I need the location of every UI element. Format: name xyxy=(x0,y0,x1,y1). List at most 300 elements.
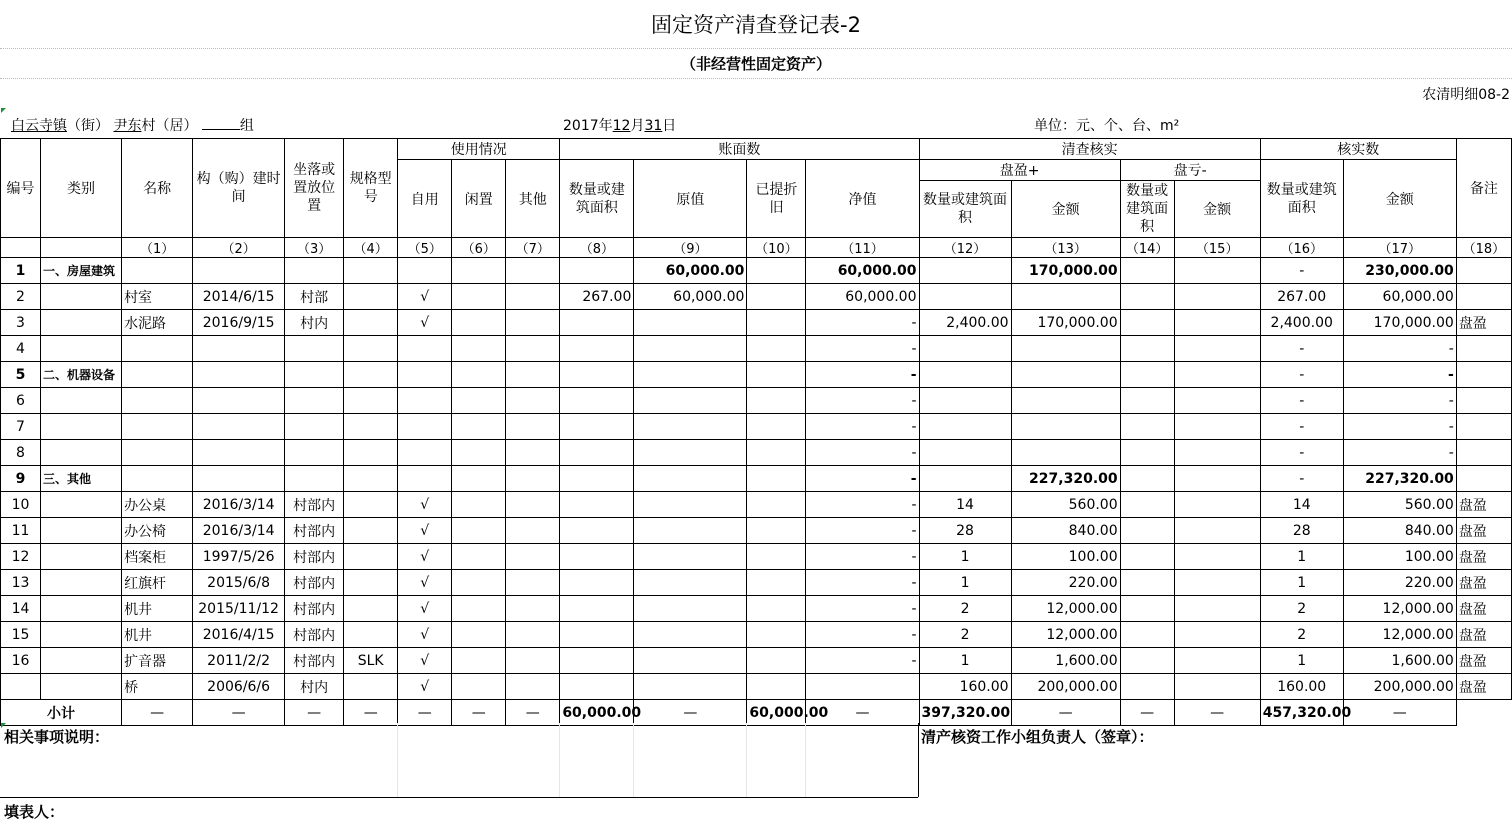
table-row xyxy=(1,310,1512,336)
cell-rem xyxy=(1456,440,1511,466)
cell-self xyxy=(398,466,452,492)
cell-orig xyxy=(634,648,747,674)
cell-orig xyxy=(634,440,747,466)
cell-la xyxy=(1174,258,1260,284)
cell-vq: - xyxy=(1260,336,1343,362)
header-verified-amount: 金额 xyxy=(1343,160,1456,238)
header-check: 清查核实 xyxy=(919,139,1260,160)
header-loss-qty: 数量或建筑面积 xyxy=(1120,181,1174,238)
cell-loc: 村内 xyxy=(285,674,344,700)
cell-sa xyxy=(1011,414,1120,440)
cell-la xyxy=(1174,674,1260,700)
cell-va: 227,320.00 xyxy=(1343,466,1456,492)
cell-sa: 12,000.00 xyxy=(1011,596,1120,622)
cell-cat xyxy=(41,440,122,466)
cell-time xyxy=(193,466,285,492)
cell-self: √ xyxy=(398,518,452,544)
cell-dep xyxy=(747,648,806,674)
cell-net: - xyxy=(806,414,919,440)
cell-empty xyxy=(452,362,506,388)
table-row xyxy=(1,622,1512,648)
cell-empty xyxy=(506,648,560,674)
cell-va: 840.00 xyxy=(1343,518,1456,544)
cell-sq xyxy=(919,284,1011,310)
footer-area xyxy=(0,723,1512,821)
cell-va: 12,000.00 xyxy=(1343,622,1456,648)
subtotal-orig: 60,000.00 xyxy=(560,700,634,726)
cell-vq: 160.00 xyxy=(1260,674,1343,700)
cell-sa: 200,000.00 xyxy=(1011,674,1120,700)
cell-sq xyxy=(919,258,1011,284)
cell-empty xyxy=(506,674,560,700)
cell-time: 2016/4/15 xyxy=(193,622,285,648)
cell-sq: 160.00 xyxy=(919,674,1011,700)
cell-cat xyxy=(41,570,122,596)
cell-vq: 28 xyxy=(1260,518,1343,544)
cell-orig xyxy=(634,362,747,388)
cell-time xyxy=(193,258,285,284)
cell-cat xyxy=(41,674,122,700)
cell-lq xyxy=(1120,362,1174,388)
cell-rem xyxy=(1456,284,1511,310)
cell-loc xyxy=(285,362,344,388)
subtotal-time: — xyxy=(122,700,193,726)
cell-id: 15 xyxy=(1,622,41,648)
cell-orig xyxy=(634,492,747,518)
column-number: （17） xyxy=(1343,238,1456,258)
cell-rem xyxy=(1456,258,1511,284)
subtotal-row xyxy=(1,700,1512,726)
cell-la xyxy=(1174,466,1260,492)
cell-rem xyxy=(1456,414,1511,440)
cell-vq: - xyxy=(1260,362,1343,388)
cell-self xyxy=(398,440,452,466)
cell-dep xyxy=(747,544,806,570)
cell-qty xyxy=(560,440,634,466)
cell-dep xyxy=(747,310,806,336)
cell-spec xyxy=(344,466,398,492)
cell-net xyxy=(806,674,919,700)
cell-cat xyxy=(41,388,122,414)
cell-spec xyxy=(344,622,398,648)
cell-la xyxy=(1174,388,1260,414)
cell-self: √ xyxy=(398,596,452,622)
signer-area xyxy=(918,723,1512,821)
cell-spec xyxy=(344,440,398,466)
cell-qty xyxy=(560,388,634,414)
cell-self xyxy=(398,362,452,388)
table-row xyxy=(1,466,1512,492)
cell-name xyxy=(122,258,193,284)
form-subtitle: （非经营性固定资产） xyxy=(0,48,1512,79)
header-original: 原值 xyxy=(634,160,747,238)
cell-self: √ xyxy=(398,492,452,518)
column-number: （2） xyxy=(193,238,285,258)
cell-la xyxy=(1174,284,1260,310)
cell-sq: 28 xyxy=(919,518,1011,544)
cell-self xyxy=(398,258,452,284)
cell-name: 机井 xyxy=(122,622,193,648)
table-row xyxy=(1,518,1512,544)
cell-qty xyxy=(560,310,634,336)
cell-cat xyxy=(41,414,122,440)
header-net: 净值 xyxy=(806,160,919,238)
notes-label: 相关事项说明： xyxy=(4,728,110,746)
cell-vq: - xyxy=(1260,258,1343,284)
cell-net: - xyxy=(806,388,919,414)
cell-id: 13 xyxy=(1,570,41,596)
cell-cat xyxy=(41,596,122,622)
cell-dep xyxy=(747,362,806,388)
cell-qty xyxy=(560,414,634,440)
cell-spec xyxy=(344,336,398,362)
cell-dep xyxy=(747,388,806,414)
cell-id xyxy=(1,674,41,700)
header-category: 类别 xyxy=(41,139,122,238)
subtotal-qty: — xyxy=(506,700,560,726)
cell-la xyxy=(1174,648,1260,674)
cell-time: 2016/3/14 xyxy=(193,492,285,518)
cell-sa: 12,000.00 xyxy=(1011,622,1120,648)
cell-empty xyxy=(452,518,506,544)
cell-id: 10 xyxy=(1,492,41,518)
header-location: 坐落或置放位置 xyxy=(285,139,344,238)
filler-label: 填表人： xyxy=(4,803,65,821)
cell-id: 2 xyxy=(1,284,41,310)
cell-self: √ xyxy=(398,674,452,700)
cell-net: - xyxy=(806,596,919,622)
cell-loc: 村部 xyxy=(285,284,344,310)
column-number: （7） xyxy=(506,238,560,258)
cell-sq xyxy=(919,466,1011,492)
table-row xyxy=(1,674,1512,700)
cell-lq xyxy=(1120,492,1174,518)
cell-dep xyxy=(747,414,806,440)
cell-la xyxy=(1174,336,1260,362)
cell-empty xyxy=(452,622,506,648)
column-number: （14） xyxy=(1120,238,1174,258)
cell-va: 220.00 xyxy=(1343,570,1456,596)
cell-net: 60,000.00 xyxy=(806,284,919,310)
cell-empty xyxy=(506,258,560,284)
cell-va: 230,000.00 xyxy=(1343,258,1456,284)
table-row xyxy=(1,258,1512,284)
column-number: （5） xyxy=(398,238,452,258)
cell-id: 14 xyxy=(1,596,41,622)
column-number: （8） xyxy=(560,238,634,258)
cell-loc: 村部内 xyxy=(285,518,344,544)
table-row xyxy=(1,570,1512,596)
cell-spec xyxy=(344,388,398,414)
cell-vq: 14 xyxy=(1260,492,1343,518)
cell-name: 办公椅 xyxy=(122,518,193,544)
cell-la xyxy=(1174,414,1260,440)
cell-cat xyxy=(41,492,122,518)
subtotal-vq: — xyxy=(1174,700,1260,726)
header-surplus-amount: 金额 xyxy=(1011,181,1120,238)
table-row xyxy=(1,336,1512,362)
column-number: （6） xyxy=(452,238,506,258)
cell-loc xyxy=(285,414,344,440)
cell-name xyxy=(122,388,193,414)
cell-cat xyxy=(41,310,122,336)
cell-lq xyxy=(1120,648,1174,674)
cell-self: √ xyxy=(398,310,452,336)
cell-cat xyxy=(41,284,122,310)
cell-vq: 267.00 xyxy=(1260,284,1343,310)
cell-sa: 227,320.00 xyxy=(1011,466,1120,492)
cell-orig xyxy=(634,310,747,336)
cell-net: 60,000.00 xyxy=(806,258,919,284)
cell-qty xyxy=(560,362,634,388)
cell-id: 7 xyxy=(1,414,41,440)
cell-sq: 2 xyxy=(919,622,1011,648)
village-name: 尹东 xyxy=(113,118,142,134)
cell-sa: 170,000.00 xyxy=(1011,310,1120,336)
cell-empty xyxy=(506,518,560,544)
cell-net: - xyxy=(806,518,919,544)
subtotal-va: 457,320.00 xyxy=(1260,700,1343,726)
cell-rem: 盘盈 xyxy=(1456,544,1511,570)
cell-empty xyxy=(452,310,506,336)
cell-empty xyxy=(452,648,506,674)
table-row xyxy=(1,414,1512,440)
cell-name xyxy=(122,440,193,466)
cell-id: 3 xyxy=(1,310,41,336)
signer-label: 清产核资工作小组负责人（签章）： xyxy=(921,728,1154,746)
header-surplus: 盘盈+ xyxy=(919,160,1120,181)
cell-vq: 1 xyxy=(1260,570,1343,596)
cell-la xyxy=(1174,362,1260,388)
cell-empty xyxy=(506,310,560,336)
cell-sq: 2,400.00 xyxy=(919,310,1011,336)
cell-time: 2016/9/15 xyxy=(193,310,285,336)
cell-loc xyxy=(285,258,344,284)
cell-lq xyxy=(1120,310,1174,336)
cell-self xyxy=(398,336,452,362)
header-usage: 使用情况 xyxy=(398,139,560,160)
cell-orig xyxy=(634,336,747,362)
table-row xyxy=(1,362,1512,388)
cell-self: √ xyxy=(398,622,452,648)
cell-spec xyxy=(344,284,398,310)
cell-orig xyxy=(634,596,747,622)
cell-loc: 村部内 xyxy=(285,622,344,648)
cell-dep xyxy=(747,622,806,648)
unit-label: 单位：元、个、台、m² xyxy=(1034,118,1180,134)
cell-empty xyxy=(452,388,506,414)
cell-name: 水泥路 xyxy=(122,310,193,336)
cell-self xyxy=(398,414,452,440)
cell-rem: 盘盈 xyxy=(1456,674,1511,700)
cell-orig xyxy=(634,414,747,440)
cell-la xyxy=(1174,570,1260,596)
cell-loc: 村内 xyxy=(285,310,344,336)
cell-lq xyxy=(1120,466,1174,492)
subtotal-la: — xyxy=(1120,700,1174,726)
cell-empty xyxy=(452,414,506,440)
cell-rem: 盘盈 xyxy=(1456,570,1511,596)
cell-empty xyxy=(452,440,506,466)
cell-la xyxy=(1174,518,1260,544)
cell-name xyxy=(122,336,193,362)
cell-empty xyxy=(506,440,560,466)
cell-rem: 盘盈 xyxy=(1456,596,1511,622)
cell-qty xyxy=(560,596,634,622)
column-number: （18） xyxy=(1456,238,1511,258)
cell-cat xyxy=(41,518,122,544)
cell-va: - xyxy=(1343,362,1456,388)
cell-self: √ xyxy=(398,544,452,570)
cell-spec xyxy=(344,674,398,700)
table-row xyxy=(1,544,1512,570)
location-line: 白云寺镇（街） 尹东村（居） 组 xyxy=(11,118,254,134)
cell-rem xyxy=(1456,336,1511,362)
header-book-qty: 数量或建筑面积 xyxy=(560,160,634,238)
cell-empty xyxy=(506,544,560,570)
header-verified: 核实数 xyxy=(1260,139,1456,160)
cell-lq xyxy=(1120,414,1174,440)
cell-vq: - xyxy=(1260,466,1343,492)
asset-table xyxy=(0,138,1512,726)
table-row xyxy=(1,284,1512,310)
header-name: 名称 xyxy=(122,139,193,238)
column-number: （10） xyxy=(747,238,806,258)
subtotal-rem: — xyxy=(1343,700,1456,726)
cell-time: 2011/2/2 xyxy=(193,648,285,674)
cell-la xyxy=(1174,310,1260,336)
cell-empty xyxy=(452,258,506,284)
cell-rem: 盘盈 xyxy=(1456,648,1511,674)
cell-dep xyxy=(747,596,806,622)
subtotal-other: — xyxy=(452,700,506,726)
cell-name: 办公桌 xyxy=(122,492,193,518)
cell-qty xyxy=(560,258,634,284)
cell-vq: 2,400.00 xyxy=(1260,310,1343,336)
cell-dep xyxy=(747,440,806,466)
header-depreciation: 已提折旧 xyxy=(747,160,806,238)
cell-rem: 盘盈 xyxy=(1456,622,1511,648)
cell-empty xyxy=(506,336,560,362)
cell-spec: SLK xyxy=(344,648,398,674)
cell-sq xyxy=(919,336,1011,362)
cell-net: - xyxy=(806,492,919,518)
report-date: 2017年12月31日 xyxy=(563,118,677,134)
cell-dep xyxy=(747,284,806,310)
cell-lq xyxy=(1120,596,1174,622)
cell-rem: 盘盈 xyxy=(1456,518,1511,544)
cell-orig: 60,000.00 xyxy=(634,284,747,310)
cell-loc: 村部内 xyxy=(285,544,344,570)
cell-lq xyxy=(1120,388,1174,414)
cell-qty xyxy=(560,674,634,700)
column-number: （1） xyxy=(122,238,193,258)
cell-la xyxy=(1174,440,1260,466)
cell-cat: 三、其他 xyxy=(41,466,122,492)
cell-vq: 1 xyxy=(1260,648,1343,674)
subtotal-net: 60,000.00 xyxy=(747,700,806,726)
cell-empty xyxy=(506,414,560,440)
header-loss-amount: 金额 xyxy=(1174,181,1260,238)
cell-qty xyxy=(560,492,634,518)
cell-va: - xyxy=(1343,336,1456,362)
cell-sa: 1,600.00 xyxy=(1011,648,1120,674)
cell-dep xyxy=(747,570,806,596)
cell-name xyxy=(122,466,193,492)
cell-empty xyxy=(452,466,506,492)
cell-spec xyxy=(344,414,398,440)
cell-spec xyxy=(344,492,398,518)
table-row xyxy=(1,492,1512,518)
cell-lq xyxy=(1120,440,1174,466)
cell-spec xyxy=(344,518,398,544)
subtotal-label: 小计 xyxy=(1,700,122,726)
cell-empty xyxy=(506,492,560,518)
cell-qty xyxy=(560,518,634,544)
cell-net: - xyxy=(806,336,919,362)
cell-vq: 2 xyxy=(1260,622,1343,648)
cell-orig xyxy=(634,570,747,596)
cell-cat xyxy=(41,336,122,362)
column-number: （12） xyxy=(919,238,1011,258)
cell-vq: - xyxy=(1260,388,1343,414)
cell-lq xyxy=(1120,336,1174,362)
cell-time: 2014/6/15 xyxy=(193,284,285,310)
cell-empty xyxy=(506,362,560,388)
subtotal-idle: — xyxy=(398,700,452,726)
cell-loc: 村部内 xyxy=(285,570,344,596)
cell-marker xyxy=(1,108,6,113)
header-verified-qty: 数量或建筑面积 xyxy=(1260,160,1343,238)
subtotal-lq: — xyxy=(1011,700,1120,726)
cell-name: 桥 xyxy=(122,674,193,700)
cell-rem xyxy=(1456,388,1511,414)
cell-name: 村室 xyxy=(122,284,193,310)
cell-empty xyxy=(452,674,506,700)
cell-la xyxy=(1174,596,1260,622)
column-number: （11） xyxy=(806,238,919,258)
cell-id: 4 xyxy=(1,336,41,362)
cell-id: 5 xyxy=(1,362,41,388)
cell-net: - xyxy=(806,310,919,336)
cell-va: 200,000.00 xyxy=(1343,674,1456,700)
cell-net: - xyxy=(806,648,919,674)
cell-self: √ xyxy=(398,570,452,596)
header-self-use: 自用 xyxy=(398,160,452,238)
cell-rem xyxy=(1456,362,1511,388)
cell-va: - xyxy=(1343,388,1456,414)
cell-lq xyxy=(1120,544,1174,570)
cell-rem: 盘盈 xyxy=(1456,310,1511,336)
cell-qty: 267.00 xyxy=(560,284,634,310)
cell-orig xyxy=(634,622,747,648)
cell-empty xyxy=(452,336,506,362)
cell-lq xyxy=(1120,674,1174,700)
cell-name: 红旗杆 xyxy=(122,570,193,596)
cell-va: - xyxy=(1343,440,1456,466)
cell-id: 16 xyxy=(1,648,41,674)
cell-sq: 1 xyxy=(919,648,1011,674)
cell-lq xyxy=(1120,258,1174,284)
town-name: 白云寺镇 xyxy=(11,118,67,134)
table-row xyxy=(1,596,1512,622)
cell-rem: 盘盈 xyxy=(1456,492,1511,518)
cell-vq: 1 xyxy=(1260,544,1343,570)
cell-qty xyxy=(560,336,634,362)
cell-dep xyxy=(747,336,806,362)
cell-empty xyxy=(506,596,560,622)
cell-loc xyxy=(285,336,344,362)
